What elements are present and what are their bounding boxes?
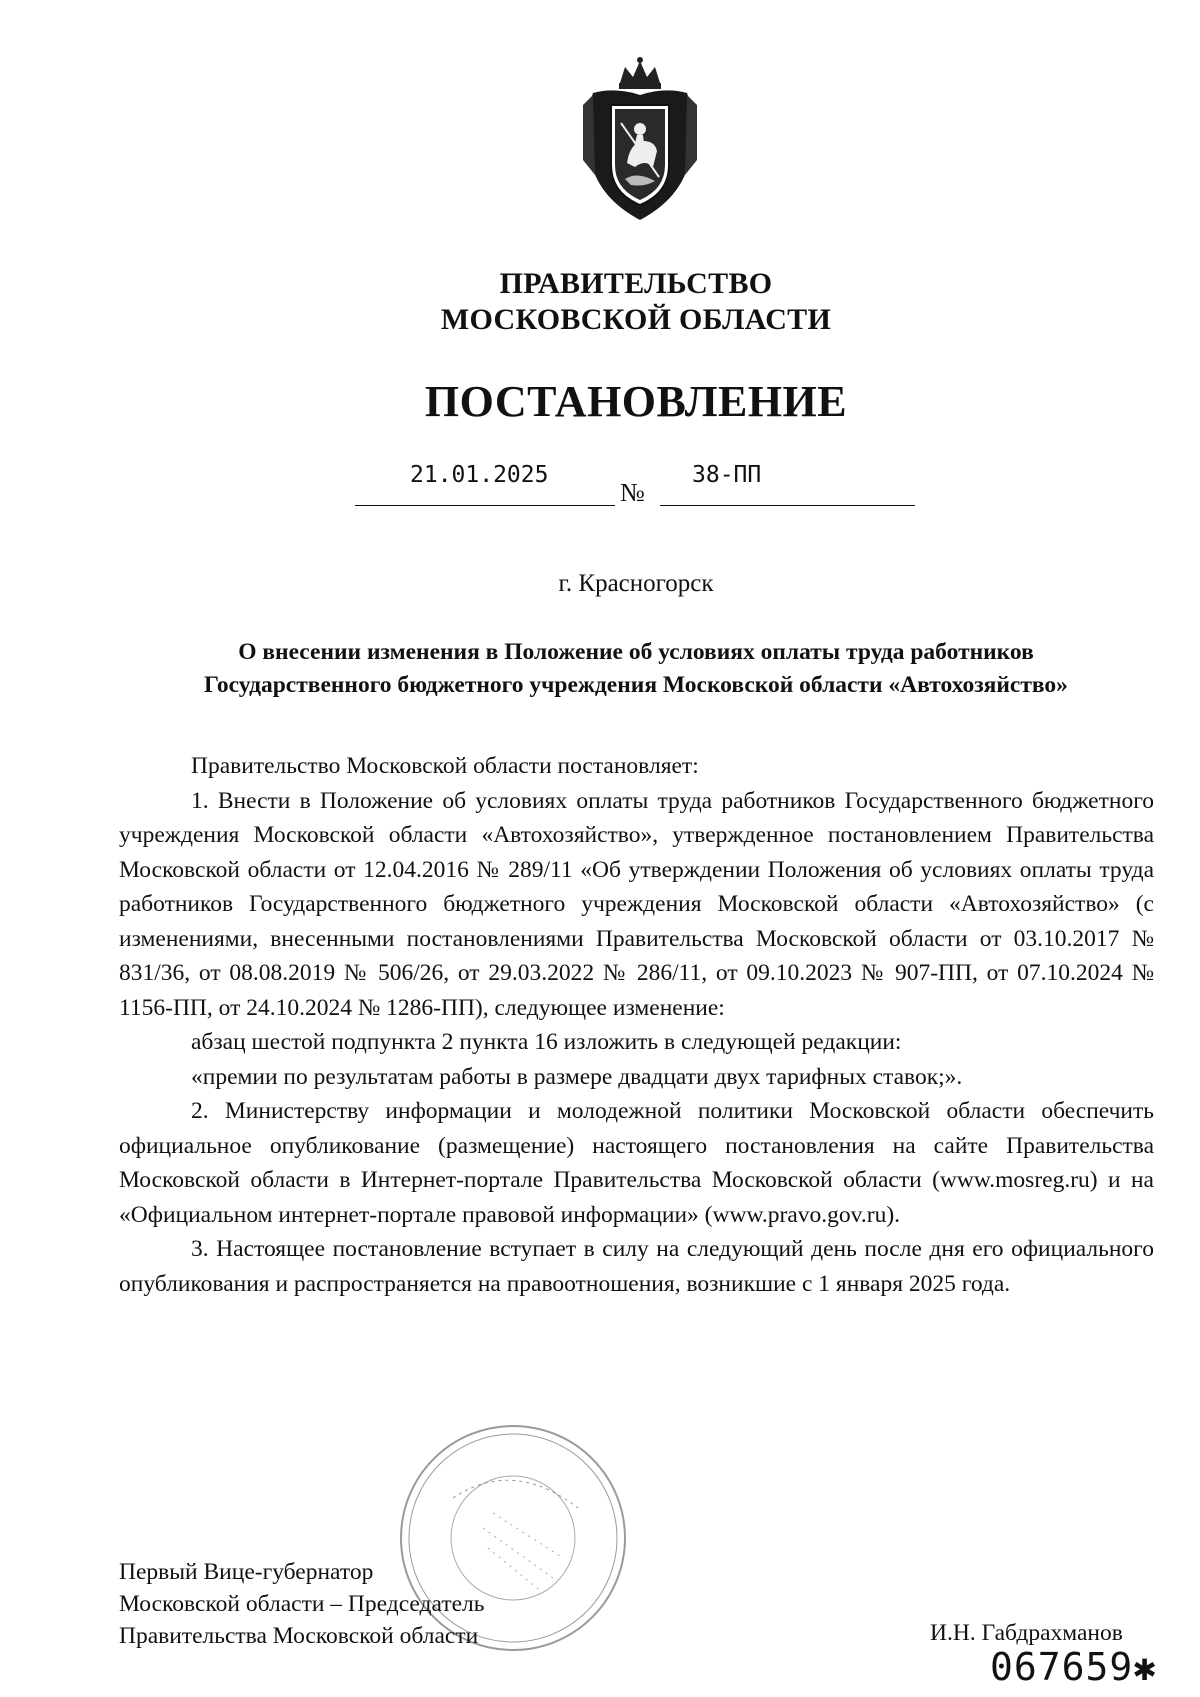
signatory-title-line1: Первый Вице-губернатор: [119, 1559, 374, 1585]
document-number: 38-ПП: [692, 462, 762, 488]
document-body: [119, 749, 1154, 1301]
body-paragraph-1a: абзац шестой подпункта 2 пункта 16 изложить в следующей редакции:: [191, 1029, 902, 1055]
body-paragraph-2: 2. Министерству информации и молодежной политики Московской области обеспечить официальное опубликование (размещение) настоящего постановления на сайте Правительства Московской области в Интернет-портале Правительства Московской области (www.mosreg.ru) и на «Официальном интернет-портале правовой информации» (www.pravo.gov.ru).: [119, 1098, 1154, 1228]
body-paragraph-1b: «премии по результатам работы в размере двадцати двух тарифных ставок;».: [191, 1063, 963, 1090]
signatory-name: И.Н. Габдрахманов: [930, 1620, 1123, 1646]
government-title-line2: МОСКОВСКОЙ ОБЛАСТИ: [440, 303, 832, 336]
subject-line1: О внесении изменения в Положение об условиях оплаты труда работников: [238, 639, 1034, 665]
signatory-title-line3: Правительства Московской области: [119, 1623, 479, 1649]
document-subject: [120, 636, 1152, 702]
number-sign: №: [620, 478, 645, 507]
subject-line2: Государственного бюджетного учреждения Московской области «Автохозяйство»: [204, 672, 1068, 698]
document-date: 21.01.2025: [410, 462, 549, 488]
government-title: [0, 266, 1200, 338]
coat-of-arms-icon: [575, 55, 705, 225]
government-title-line1: ПРАВИТЕЛЬСТВО: [499, 267, 773, 300]
serial-number: 067659: [990, 1645, 1134, 1689]
signatory-title: [119, 1556, 484, 1652]
signatory-title-line2: Московской области – Председатель: [119, 1591, 485, 1617]
body-intro: Правительство Московской области постановляет:: [191, 753, 699, 779]
document-serial: [990, 1645, 1157, 1689]
document-type: ПОСТАНОВЛЕНИЕ: [424, 377, 848, 426]
serial-asterisk-icon: ✱: [1133, 1645, 1158, 1689]
body-paragraph-3: 3. Настоящее постановление вступает в силу на следующий день после дня его официального опубликования и распространяется на правоотношения, возникшие с 1 января 2025 года.: [119, 1236, 1154, 1297]
body-paragraph-1: 1. Внести в Положение об условиях оплаты труда работников Государственного бюджетного учреждения Московской области «Автохозяйство», утвержденное постановлением Правительства Московской области от 12.04.2016 № 289/11 «Об утверждении Положения об условиях оплаты труда работников Государственного бюджетного учреждения Московской области «Автохозяйство» (с изменениями, внесенными постановлениями Правительства Московской области от 03.10.2017 № 831/36, от 08.08.2019 № 506/26, от 29.03.2022 № 286/11, от 09.10.2023 № 907-ПП, от 07.10.2024 № 1156-ПП, от 24.10.2024 № 1286-ПП), следующее изменение:: [119, 787, 1154, 1021]
city: г. Красногорск: [558, 570, 714, 597]
